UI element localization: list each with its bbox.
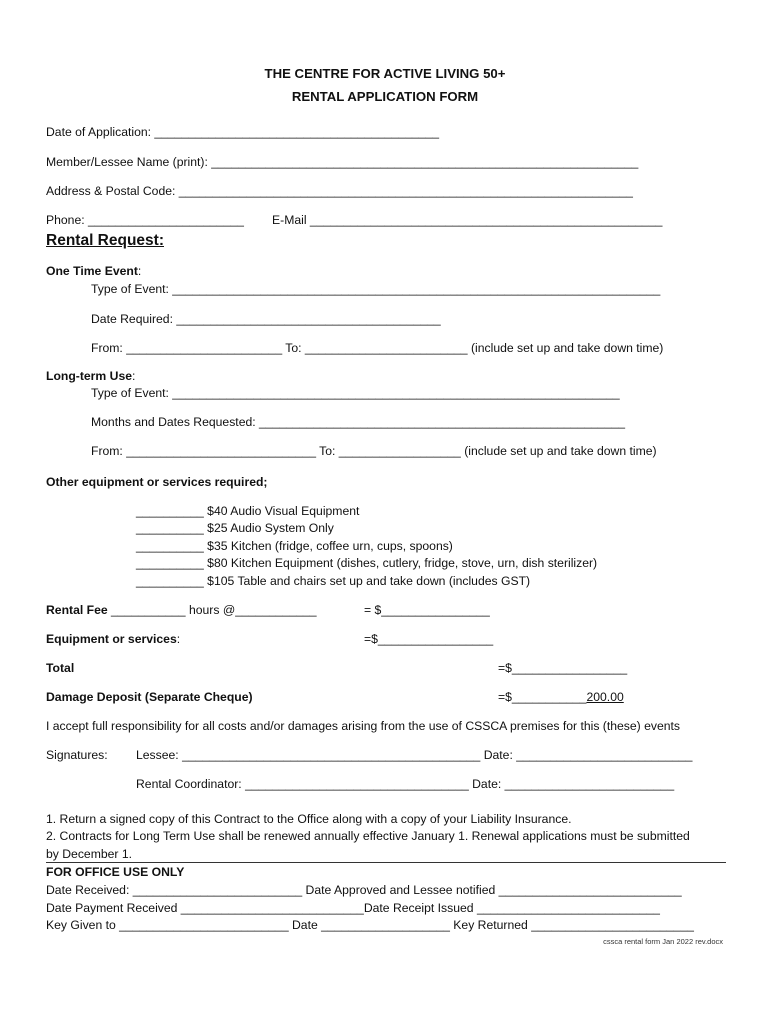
rental-fee-hours[interactable]: ___________ hours @____________ xyxy=(107,603,317,617)
one-time-event-title: One Time Event xyxy=(46,264,138,278)
damage-deposit-label: Damage Deposit (Separate Cheque) xyxy=(46,690,253,704)
equipment-item-audio-visual[interactable]: __________ $40 Audio Visual Equipment xyxy=(136,504,360,518)
equipment-item-audio-system[interactable]: __________ $25 Audio System Only xyxy=(136,521,334,535)
rental-fee-amount-field[interactable]: = $________________ xyxy=(364,603,490,617)
office-use-heading: FOR OFFICE USE ONLY xyxy=(46,865,185,879)
office-date-received-row[interactable]: Date Received: _________________________ Date Approved and Lessee notified ___________________________ xyxy=(46,883,682,897)
form-title-line1: THE CENTRE FOR ACTIVE LIVING 50+ xyxy=(264,66,506,81)
one-time-event-label xyxy=(46,264,141,279)
equipment-services-label: Equipment or services xyxy=(46,632,177,646)
office-divider-line xyxy=(46,862,726,863)
note-2-line1: 2. Contracts for Long Term Use shall be renewed annually effective January 1. Renewal applications must be submitted xyxy=(46,829,690,843)
address-field[interactable]: Address & Postal Code: ___________________________________________________________________ xyxy=(46,184,633,198)
signatures-label: Signatures: xyxy=(46,748,108,762)
rental-request-heading: Rental Request: xyxy=(46,232,164,249)
long-term-use-colon: : xyxy=(132,369,136,383)
long-term-use-label xyxy=(46,369,135,384)
total-amount-field[interactable]: =$_________________ xyxy=(498,661,628,675)
total-label: Total xyxy=(46,661,75,675)
one-time-type-of-event-field[interactable]: Type of Event: ________________________________________________________________________ xyxy=(91,282,661,296)
deposit-blank: ___________ xyxy=(511,690,587,704)
equipment-services-amount-field[interactable]: =$_________________ xyxy=(364,632,494,646)
one-time-event-colon: : xyxy=(137,264,142,278)
equipment-item-kitchen-equipment[interactable]: __________ $80 Kitchen Equipment (dishes, cutlery, fridge, stove, urn, dish sterilizer) xyxy=(136,556,598,570)
note-1: 1. Return a signed copy of this Contract to the Office along with a copy of your Liability Insurance. xyxy=(46,812,572,826)
note-2-line2: by December 1. xyxy=(46,847,133,861)
coordinator-signature-field[interactable]: Rental Coordinator: _________________________________ Date: _________________________ xyxy=(136,777,675,791)
date-of-application-field[interactable]: Date of Application: __________________________________________ xyxy=(46,125,440,139)
office-payment-row[interactable]: Date Payment Received ___________________________Date Receipt Issued ___________________________ xyxy=(46,901,660,915)
office-key-row[interactable]: Key Given to _________________________ Date ___________________ Key Returned ________________________ xyxy=(46,918,694,932)
equipment-item-kitchen[interactable]: __________ $35 Kitchen (fridge, coffee urn, cups, spoons) xyxy=(136,539,453,553)
lessee-signature-field[interactable]: Lessee: ____________________________________________ Date: __________________________ xyxy=(136,748,693,762)
long-term-from-to-field[interactable]: From: ____________________________ To: __________________ (include set up and take down time) xyxy=(91,444,657,458)
long-term-use-title: Long-term Use xyxy=(46,369,132,383)
equipment-services-colon: : xyxy=(176,632,181,646)
one-time-from-to-field[interactable]: From: _______________________ To: ________________________ (include set up and take down time) xyxy=(91,341,664,355)
deposit-value: 200.00 xyxy=(586,690,624,704)
rental-fee-row[interactable] xyxy=(46,603,317,618)
phone-field[interactable]: Phone: _______________________ xyxy=(46,213,244,227)
damage-deposit-amount xyxy=(498,690,624,705)
equipment-item-table-chairs[interactable]: __________ $105 Table and chairs set up and take down (includes GST) xyxy=(136,574,531,588)
long-term-type-of-event-field[interactable]: Type of Event: __________________________________________________________________ xyxy=(91,386,620,400)
months-dates-requested-field[interactable]: Months and Dates Requested: ______________________________________________________ xyxy=(91,415,626,429)
deposit-prefix: =$ xyxy=(498,690,512,704)
footer-filename: cssca rental form Jan 2022 rev.docx xyxy=(603,937,723,946)
member-name-field[interactable]: Member/Lessee Name (print): _______________________________________________________________ xyxy=(46,155,639,169)
rental-fee-label: Rental Fee xyxy=(46,603,108,617)
equipment-services-label-row xyxy=(46,632,180,647)
equipment-heading: Other equipment or services required; xyxy=(46,475,268,489)
date-required-field[interactable]: Date Required: _______________________________________ xyxy=(91,312,441,326)
form-title-line2: RENTAL APPLICATION FORM xyxy=(291,89,479,104)
email-field[interactable]: E-Mail ____________________________________________________ xyxy=(272,213,663,227)
acceptance-statement: I accept full responsibility for all costs and/or damages arising from the use of CSSCA premises for this (these) events xyxy=(46,719,681,733)
